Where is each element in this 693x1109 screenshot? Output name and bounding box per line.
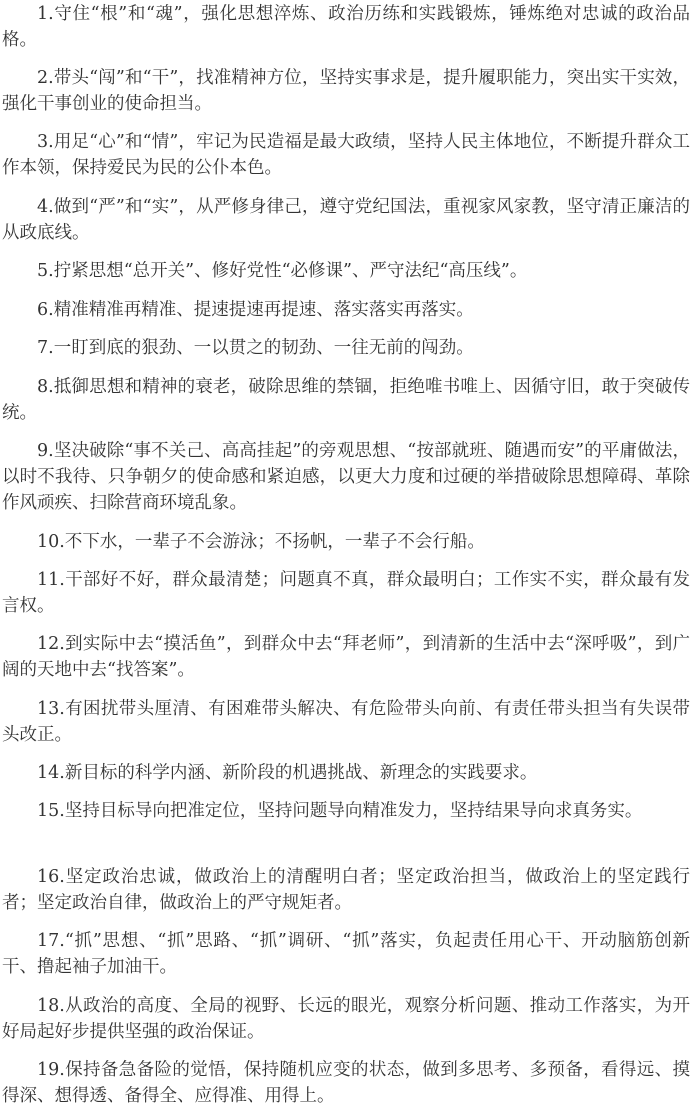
paragraph-4: 4.做到“严”和“实”，从严修身律己，遵守党纪国法，重视家风家教，坚守清正廉洁的从政底线。 [2,197,690,243]
paragraph-15: 15.坚持目标导向把准定位，坚持问题导向精准发力，坚持结果导向求真务实。 [37,801,643,821]
paragraph-19: 19.保持备急备险的觉悟，保持随机应变的状态，做到多思考、多预备，看得远、摸得深、想得透、备得全、应得准、用得上。 [2,1060,690,1106]
paragraph-1: 1.守住“根”和“魂”，强化思想淬炼、政治历练和实践锻炼，锤炼绝对忠诚的政治品格。 [2,4,690,50]
paragraph-6: 6.精准精准再精准、提速提速再提速、落实落实再落实。 [37,300,474,320]
paragraph-8: 8.抵御思想和精神的衰老，破除思维的禁锢，拒绝唯书唯上、因循守旧，敢于突破传统。 [2,377,690,423]
paragraph-12: 12.到实际中去“摸活鱼”，到群众中去“拜老师”，到清新的生活中去“深呼吸”，到广阔的天地中去“找答案”。 [2,634,690,680]
paragraph-16: 16.坚定政治忠诚，做政治上的清醒明白者；坚定政治担当，做政治上的坚定践行者；坚定政治自律，做政治上的严守规矩者。 [2,867,690,913]
paragraph-10: 10.不下水，一辈子不会游泳；不扬帆，一辈子不会行船。 [37,532,485,552]
paragraph-2: 2.带头“闯”和“干”，找准精神方位，坚持实事求是，提升履职能力，突出实干实效，强化干事创业的使命担当。 [2,68,690,114]
paragraph-5: 5.拧紧思想“总开关”、修好党性“必修课”、严守法纪“高压线”。 [37,261,528,281]
paragraph-13: 13.有困扰带头厘清、有困难带头解决、有危险带头向前、有责任带头担当有失误带头改正。 [2,699,690,745]
paragraph-18: 18.从政治的高度、全局的视野、长远的眼光，观察分析问题、推动工作落实，为开好局起好步提供坚强的政治保证。 [2,996,690,1042]
paragraph-17: 17.“抓”思想、“抓”思路、“抓”调研、“抓”落实，负起责任用心干、开动脑筋创新干、撸起袖子加油干。 [2,931,690,977]
paragraph-14: 14.新目标的科学内涵、新阶段的机遇挑战、新理念的实践要求。 [37,763,538,783]
paragraph-7: 7.一盯到底的狠劲、一以贯之的韧劲、一往无前的闯劲。 [37,338,474,358]
paragraph-3: 3.用足“心”和“情”，牢记为民造福是最大政绩，坚持人民主体地位，不断提升群众工作本领，保持爱民为民的公仆本色。 [2,132,690,178]
paragraph-11: 11.干部好不好，群众最清楚；问题真不真，群众最明白；工作实不实，群众最有发言权。 [2,570,690,616]
paragraph-9: 9.坚决破除“事不关己、高高挂起”的旁观思想、“按部就班、随遇而安”的平庸做法，以时不我待、只争朝夕的使命感和紧迫感，以更大力度和过硬的举措破除思想障碍、革除作风顽疾、扫除营商环境乱象。 [2,441,690,513]
